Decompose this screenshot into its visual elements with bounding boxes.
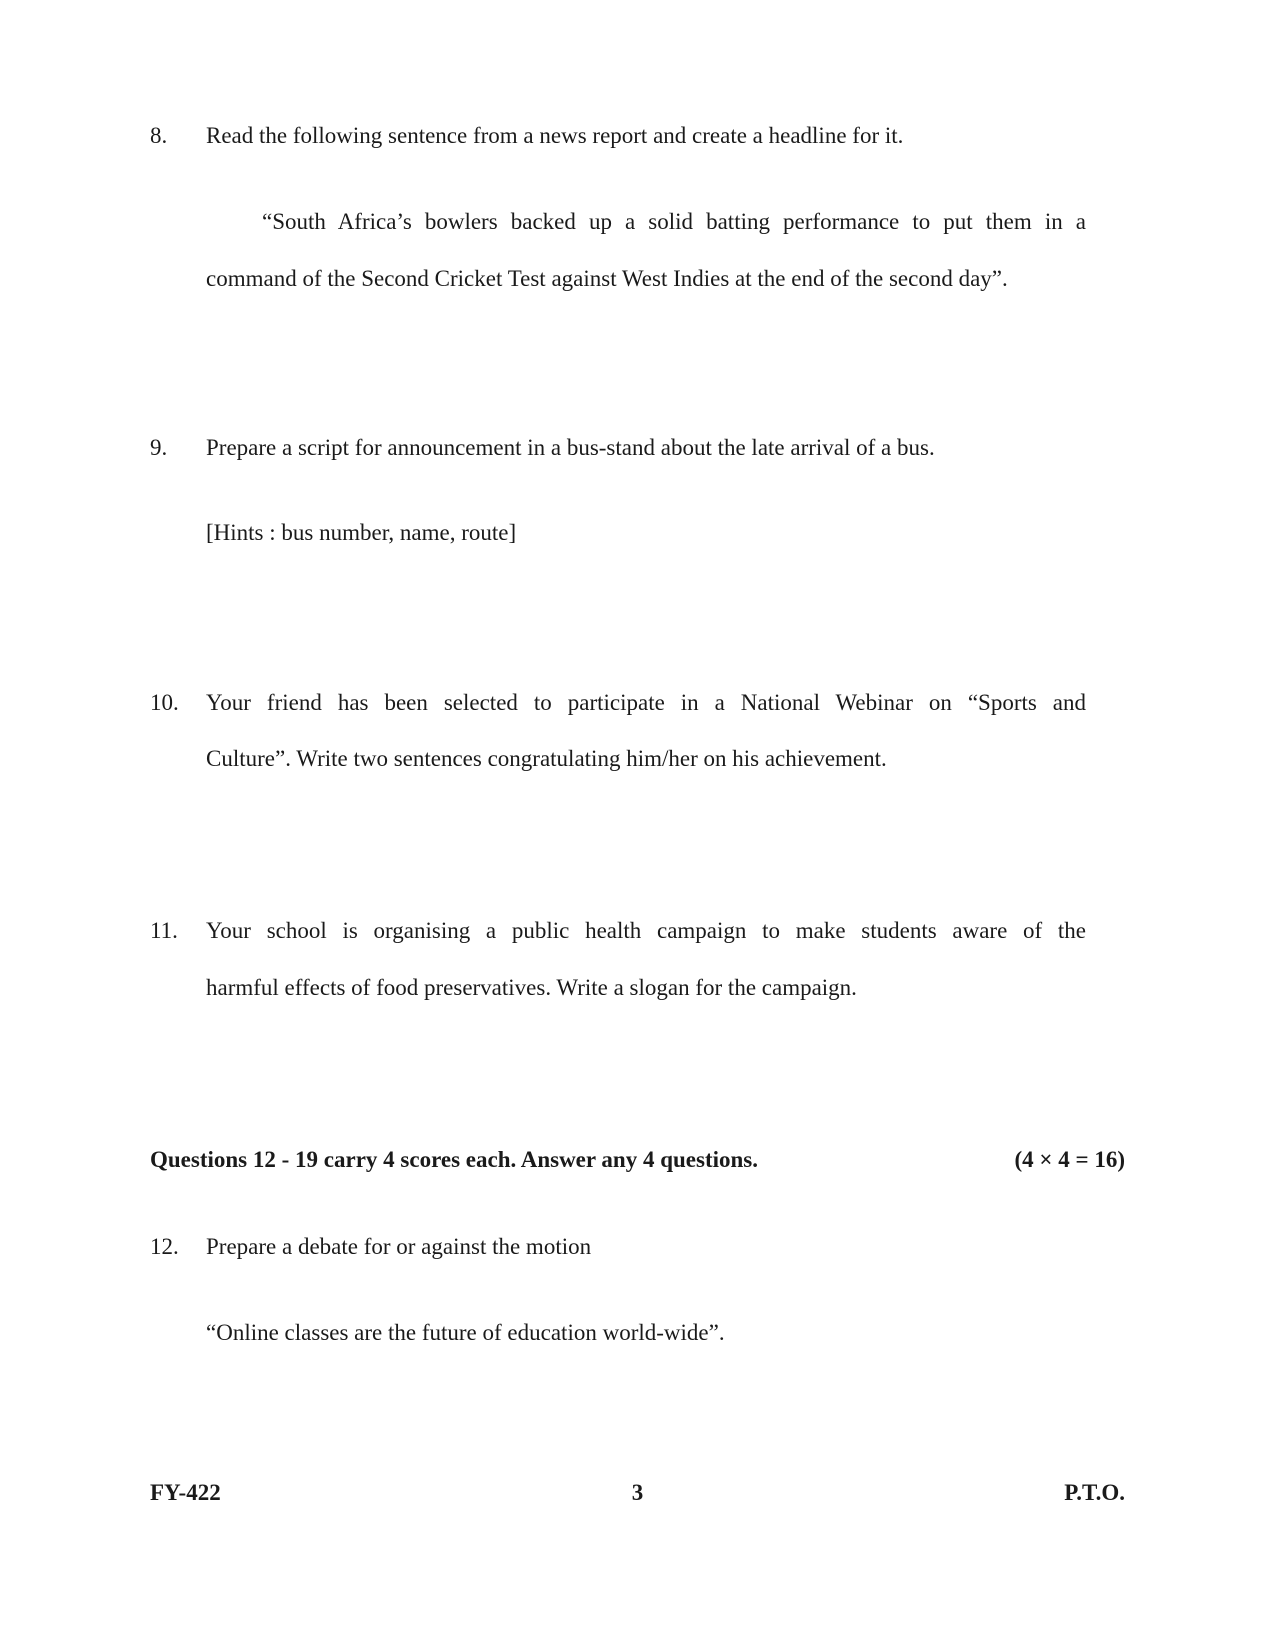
paper-code: FY-422 [150,1480,221,1505]
quote-line: command of the Second Cricket Test against West Indies at the end of the second day”. [206,266,1008,291]
question-number: 12. [150,1234,179,1259]
question-text-line: Your school is organising a public health campaign to make students aware of the [206,918,1086,943]
question-text-line: Culture”. Write two sentences congratulating him/her on his achievement. [206,746,887,771]
please-turn-over: P.T.O. [1064,1480,1125,1505]
question-number: 10. [150,690,179,715]
question-text-line: harmful effects of food preservatives. Write a slogan for the campaign. [206,975,857,1000]
question-prompt: Read the following sentence from a news report and create a headline for it. [206,123,904,148]
question-motion: “Online classes are the future of education world-wide”. [206,1320,725,1345]
quote-line: “South Africa’s bowlers backed up a solid batting performance to put them in a [262,209,1086,234]
question-prompt: Prepare a debate for or against the motion [206,1234,592,1259]
section-marks: (4 × 4 = 16) [1014,1147,1125,1172]
question-prompt: Prepare a script for announcement in a bus-stand about the late arrival of a bus. [206,435,935,460]
question-number: 8. [150,123,168,148]
question-number: 9. [150,435,168,460]
question-text-line: Your friend has been selected to participate in a National Webinar on “Sports and [206,690,1086,715]
question-hint: [Hints : bus number, name, route] [206,520,517,545]
page-number: 3 [631,1480,644,1505]
section-heading: Questions 12 - 19 carry 4 scores each. Answer any 4 questions. [150,1147,759,1172]
question-number: 11. [150,918,178,943]
